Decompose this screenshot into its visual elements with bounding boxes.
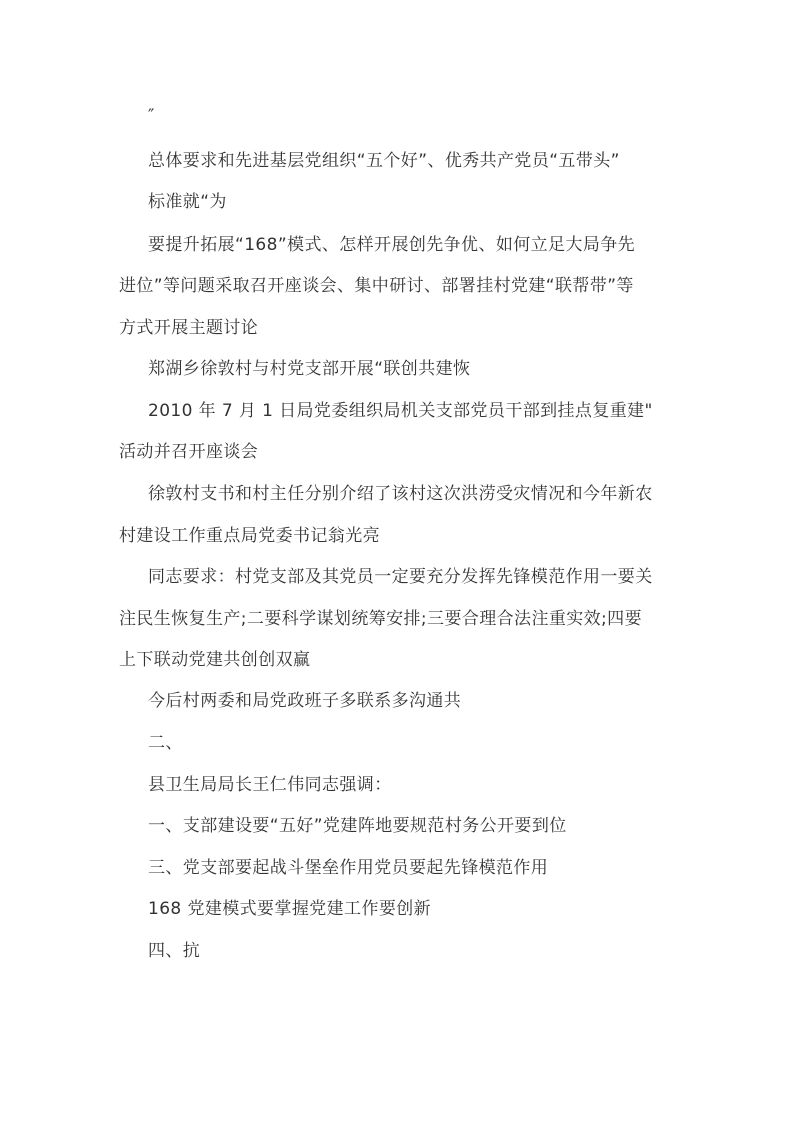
text-line: 二、 xyxy=(148,733,183,753)
text-line: 要提升拓展“168”模式、怎样开展创先争优、如何立足大局争先 xyxy=(148,235,636,255)
text-line: 一、支部建设要“五好”党建阵地要规范村务公开要到位 xyxy=(148,816,567,836)
text-line: 注民生恢复生产;二要科学谋划统筹安排;三要合理合法注重实效;四要 xyxy=(119,609,642,629)
text-line: 村建设工作重点局党委书记翁光亮 xyxy=(119,526,380,546)
text-line: 四、抗 xyxy=(148,941,201,961)
text-line: 郑湖乡徐敦村与村党支部开展“联创共建恢 xyxy=(148,359,471,379)
text-line: 县卫生局局长王仁伟同志强调： xyxy=(148,775,392,795)
text-line: 方式开展主题讨论 xyxy=(119,318,259,338)
text-line: 三、党支部要起战斗堡垒作用党员要起先锋模范作用 xyxy=(148,858,549,878)
text-line: 同志要求：村党支部及其党员一定要充分发挥先锋模范作用一要关 xyxy=(148,567,653,587)
text-line: 168 党建模式要掌握党建工作要创新 xyxy=(148,899,432,919)
text-line: 今后村两委和局党政班子多联系多沟通共 xyxy=(148,691,462,711)
text-line: ″ xyxy=(148,106,155,126)
text-line: 活动并召开座谈会 xyxy=(119,442,259,462)
text-line: 标准就“为 xyxy=(148,192,227,212)
text-line: 2010 年 7 月 1 日局党委组织局机关支部党员干部到挂点复重建" xyxy=(148,401,653,421)
text-line: 进位”等问题采取召开座谈会、集中研讨、部署挂村党建“联帮带”等 xyxy=(119,276,634,296)
text-line: 总体要求和先进基层党组织“五个好”、优秀共产党员“五带头” xyxy=(148,151,620,171)
text-line: 徐敦村支书和村主任分别介绍了该村这次洪涝受灾情况和今年新农 xyxy=(148,484,653,504)
text-line: 上下联动党建共创创双赢 xyxy=(119,650,311,670)
